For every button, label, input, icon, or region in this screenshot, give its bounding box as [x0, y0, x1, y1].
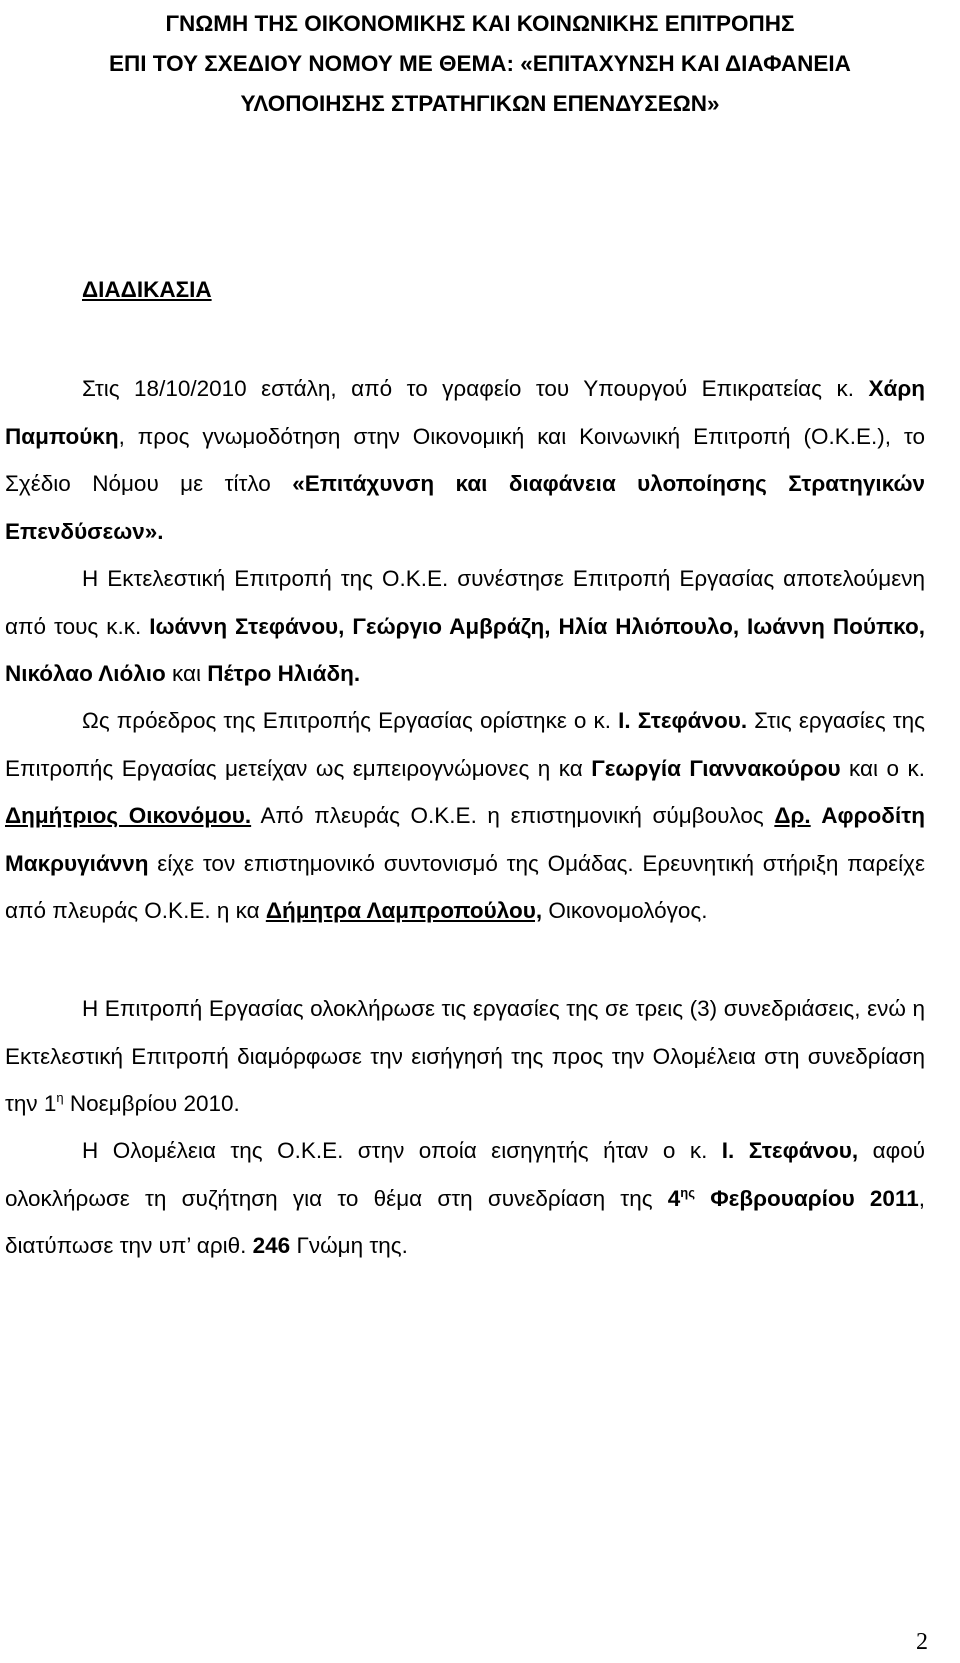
paragraph-plenary	[5, 1127, 925, 1270]
text-run: Νοεμβρίου 2010.	[63, 1091, 240, 1116]
advisor-name: Αφροδίτη Μακρυγιάννη	[5, 803, 925, 876]
minister-name: Χάρη Παμπούκη	[5, 376, 925, 449]
text-run: και	[165, 661, 208, 686]
research-support-name: Δήμητρα Λαμπροπούλου,	[265, 898, 543, 923]
text-run: , διατύπωσε την υπ’ αριθ.	[5, 1185, 925, 1258]
session-day: 4	[667, 1185, 681, 1211]
committee-members: Ιωάννη Στεφάνου, Γεώργιο Αμβράζη, Ηλία Ηλιόπουλο, Ιωάννη Πούπκο, Νικόλαο Λιόλιο	[5, 613, 925, 686]
expert-name-2: Δημήτριος Οικονόμου.	[5, 803, 252, 828]
text-run: , προς γνωμοδότηση στην Οικονομική και Κοινωνική Επιτροπή (Ο.Κ.Ε.), το Σχέδιο Νόμου με τίτλο	[5, 423, 925, 496]
title-line-2: ΕΠΙ ΤΟΥ ΣΧΕΔΙΟΥ ΝΟΜΟΥ ΜΕ ΘΕΜΑ: «ΕΠΙΤΑΧΥΝΣΗ ΚΑΙ ΔΙΑΦΑΝΕΙΑ	[109, 51, 851, 76]
text-run	[811, 803, 822, 828]
opinion-number: 246	[252, 1233, 291, 1258]
rapporteur-name: Ι. Στεφάνου,	[721, 1138, 859, 1163]
chair-name: Ι. Στεφάνου.	[618, 708, 748, 733]
text-run: Στις 18/10/2010 εστάλη, από το γραφείο του Υπουργού Επικρατείας κ.	[82, 376, 869, 401]
text-run: Οικονομολόγος.	[542, 898, 708, 923]
text-run: Η Εκτελεστική Επιτροπή της Ο.Κ.Ε. συνέστησε Επιτροπή Εργασίας αποτελούμενη από τους κ.κ.	[5, 566, 925, 639]
page-number: 2	[916, 1629, 928, 1655]
document-title	[0, 0, 960, 124]
expert-name-1: Γεωργία Γιαννακούρου	[591, 755, 841, 781]
paragraph-chair-and-experts	[5, 697, 925, 935]
committee-member-last: Πέτρο Ηλιάδη.	[207, 661, 361, 686]
ordinal-superscript: ης	[680, 1184, 695, 1200]
text-run: και ο κ.	[840, 755, 925, 781]
paragraph-working-committee	[5, 555, 925, 698]
text-run: Στις εργασίες της Επιτροπής Εργασίας μετείχαν ως εμπειρογνώμονες η κα	[5, 708, 926, 781]
text-run: είχε τον επιστημονικό συντονισμό της Ομάδας. Ερευνητική στήριξη παρείχε από πλευράς Ο.Κ.Ε. η κα	[5, 850, 925, 923]
ordinal-superscript: η	[56, 1090, 64, 1105]
section-heading-procedure: ΔΙΑΔΙΚΑΣΙΑ	[82, 277, 212, 302]
text-run: Γνώμη της.	[290, 1233, 408, 1258]
bill-title: «Επιτάχυνση και διαφάνεια υλοποίησης Στρατηγικών Επενδύσεων».	[5, 471, 926, 544]
advisor-title: Δρ.	[774, 803, 811, 828]
paragraph-submission	[5, 365, 925, 555]
session-date: Φεβρουαρίου 2011	[710, 1185, 919, 1211]
paragraph-meetings	[5, 985, 925, 1128]
text-run: Ως πρόεδρος της Επιτροπής Εργασίας ορίστηκε ο κ.	[82, 708, 619, 733]
text-run: Από πλευράς Ο.Κ.Ε. η επιστημονική σύμβουλος	[251, 803, 775, 828]
text-run: Η Ολομέλεια της Ο.Κ.Ε. στην οποία εισηγητής ήταν ο κ.	[82, 1138, 722, 1163]
title-line-1: ΓΝΩΜΗ ΤΗΣ ΟΙΚΟΝΟΜΙΚΗΣ ΚΑΙ ΚΟΙΝΩΝΙΚΗΣ ΕΠΙΤΡΟΠΗΣ	[165, 11, 795, 36]
title-line-3: ΥΛΟΠΟΙΗΣΗΣ ΣΤΡΑΤΗΓΙΚΩΝ ΕΠΕΝΔΥΣΕΩΝ»	[240, 91, 720, 116]
text-run: αφού ολοκλήρωσε τη συζήτηση για το θέμα στη συνεδρίαση της	[5, 1138, 926, 1211]
text-run: Η Επιτροπή Εργασίας ολοκλήρωσε τις εργασίες της σε τρεις (3) συνεδριάσεις, ενώ η Εκτελεστική Επιτροπή διαμόρφωσε την εισήγησή της προς την Ολομέλεια στη συνεδρίαση την 1	[5, 996, 925, 1116]
